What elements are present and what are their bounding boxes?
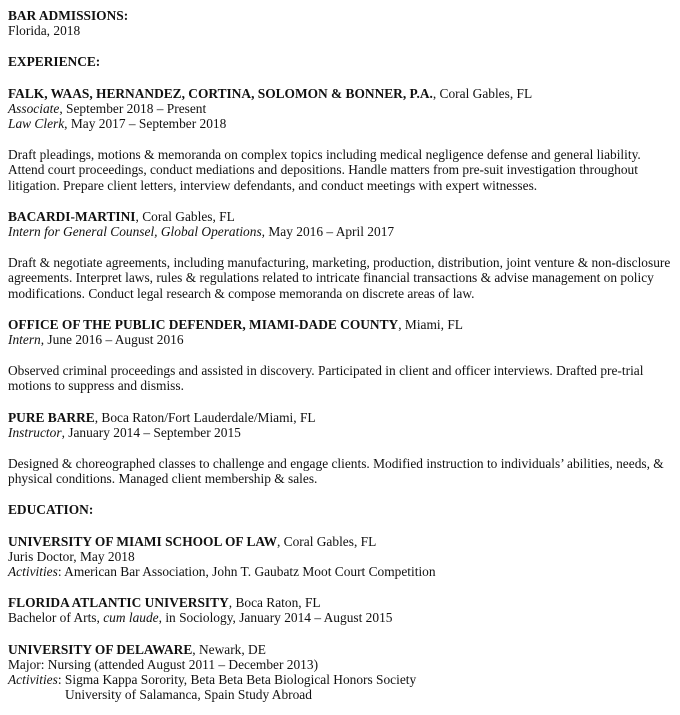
role-title: Law Clerk <box>8 116 65 132</box>
role-title: Associate <box>8 100 60 116</box>
school-name: UNIVERSITY OF DELAWARE <box>8 641 193 657</box>
school-location: , Boca Raton, FL <box>228 595 321 611</box>
job-role <box>8 224 672 239</box>
experience-heading: EXPERIENCE: <box>8 54 101 70</box>
job-header <box>8 86 672 101</box>
job-role <box>8 332 672 347</box>
school-name: FLORIDA ATLANTIC UNIVERSITY <box>8 595 229 611</box>
degree-field: , in Sociology, January 2014 – August 2015 <box>158 610 393 626</box>
employer-name: PURE BARRE <box>8 409 95 425</box>
role-dates: May 2016 – April 2017 <box>265 224 395 240</box>
school-location: , Newark, DE <box>192 641 266 657</box>
job-role <box>8 101 672 116</box>
activities-list: : Sigma Kappa Sorority, Beta Beta Beta Biological Honors Society <box>57 672 417 688</box>
resume-page <box>8 8 672 703</box>
degree-honor: cum laude <box>103 610 159 626</box>
degree-text: Bachelor of Arts, <box>8 610 104 626</box>
role-dates: , September 2018 – Present <box>59 100 207 116</box>
bar-admissions-value: Florida, 2018 <box>8 23 81 39</box>
bar-admissions-heading: BAR ADMISSIONS: <box>8 8 129 23</box>
school-location: , Coral Gables, FL <box>276 533 377 549</box>
role-dates: , June 2016 – August 2016 <box>40 332 184 348</box>
employer-location: , Boca Raton/Fort Lauderdale/Miami, FL <box>94 409 316 425</box>
school-header <box>8 534 672 549</box>
employer-location: , Miami, FL <box>398 316 463 332</box>
job-role <box>8 425 672 440</box>
role-dates: , May 2017 – September 2018 <box>64 116 227 132</box>
school-degree: Juris Doctor, May 2018 <box>8 548 135 564</box>
activities-extra: University of Salamanca, Spain Study Abroad <box>65 687 312 703</box>
role-title: Intern for General Counsel, Global Operations, <box>8 224 266 240</box>
job-header <box>8 317 672 332</box>
employer-name: FALK, WAAS, HERNANDEZ, CORTINA, SOLOMON & BONNER, P.A. <box>8 85 433 101</box>
school-name: UNIVERSITY OF MIAMI SCHOOL OF LAW <box>8 533 277 549</box>
school-activities <box>8 672 672 687</box>
education-heading: EDUCATION: <box>8 502 94 518</box>
job-header <box>8 209 672 224</box>
job-role <box>8 116 672 131</box>
activities-list: : American Bar Association, John T. Gaubatz Moot Court Competition <box>57 564 436 580</box>
job-description: Draft pleadings, motions & memoranda on complex topics including medical negligence defense and general liability. Attend court proceedings, conduct mediations and depositions. Handle matters from pre-suit investigation throughout litigation. Prepare client letters, interview defendants, and conduct meetings with expert witnesses. <box>8 147 641 193</box>
activities-label: Activities <box>8 564 58 580</box>
job-description: Designed & choreographed classes to challenge and engage clients. Modified instruction to individuals’ abilities, needs, & physical conditions. Managed client membership & sales. <box>8 456 664 487</box>
role-dates: , January 2014 – September 2015 <box>61 424 241 440</box>
role-title: Instructor <box>8 424 62 440</box>
job-header <box>8 410 672 425</box>
employer-location: , Coral Gables, FL <box>432 85 533 101</box>
school-degree <box>8 610 672 625</box>
school-header <box>8 595 672 610</box>
job-description: Draft & negotiate agreements, including manufacturing, marketing, production, distribution, joint venture & non-disclosure agreements. Interpret laws, rules & regulations related to intricate financial transactions & advise management on policy modifications. Conduct legal research & compose memoranda on discrete areas of law. <box>8 255 671 301</box>
activities-label: Activities <box>8 672 58 688</box>
role-title: Intern <box>8 332 41 348</box>
job-description: Observed criminal proceedings and assisted in discovery. Participated in client and officer interviews. Drafted pre-trial motions to suppress and dismiss. <box>8 363 644 394</box>
employer-name: BACARDI-MARTINI <box>8 208 136 224</box>
employer-location: , Coral Gables, FL <box>135 208 235 224</box>
school-major: Major: Nursing (attended August 2011 – December 2013) <box>8 656 319 672</box>
employer-name: OFFICE OF THE PUBLIC DEFENDER, MIAMI-DADE COUNTY <box>8 316 399 332</box>
school-activities <box>8 564 672 579</box>
school-header <box>8 642 672 657</box>
